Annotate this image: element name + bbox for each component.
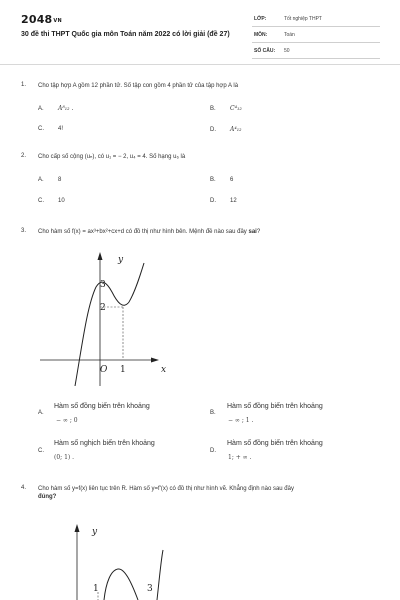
question-4-text-line-2: đúng?: [38, 494, 57, 500]
graph-y-arrow: [98, 252, 103, 260]
question-2-text: Cho cấp số cộng (uₙ), có u₁ = − 2, u₄ = 4. Số hạng u₆ là: [38, 154, 186, 160]
question-1-option-c[interactable]: [38, 126, 63, 132]
option-value: 12: [230, 198, 237, 204]
graph-y-tick-3: 3: [100, 280, 106, 290]
graph-y-tick-2: 2: [100, 303, 106, 313]
option-letter: D.: [210, 198, 216, 204]
option-letter: C.: [38, 126, 44, 132]
question-1-number: 1.: [21, 82, 27, 88]
graph-origin-label: O: [100, 365, 108, 375]
graph-x-label: x: [161, 365, 167, 375]
question-3-text: [38, 228, 260, 236]
question-1-option-d[interactable]: [210, 126, 242, 133]
option-letter: C.: [38, 198, 44, 204]
question-3-option-c-interval: (0; 1) .: [54, 454, 75, 461]
graph-derivative-curve-right: [157, 550, 163, 600]
question-3-option-a-interval: − ∞ ; 0: [56, 417, 78, 424]
question-3-option-b-text[interactable]: Hàm số đồng biến trên khoảng: [227, 403, 323, 410]
site-logo[interactable]: [21, 13, 62, 26]
question-3-option-d-text[interactable]: Hàm số đồng biến trên khoảng: [227, 440, 323, 447]
option-value: 6: [230, 177, 234, 183]
option-value: 8: [58, 177, 62, 183]
question-3-text-end: ?: [256, 229, 261, 235]
question-2-option-b[interactable]: [210, 177, 233, 183]
question-4-number: 4.: [21, 485, 27, 491]
question-3-option-c-text[interactable]: Hàm số nghịch biến trên khoảng: [54, 440, 155, 447]
option-value: A⁸₁₂ .: [58, 105, 74, 112]
question-3-option-d-interval: 1; + ∞ .: [228, 454, 252, 461]
header-divider: [0, 64, 400, 65]
meta-subject-value: Toán: [284, 32, 295, 38]
question-3-option-b-letter[interactable]: B.: [210, 410, 216, 416]
question-3-option-b-interval: − ∞ ; 1 .: [228, 417, 254, 424]
question-2-number: 2.: [21, 153, 27, 159]
graph-tick-1: 1: [93, 584, 99, 594]
meta-count-key: SỐ CÂU:: [254, 48, 276, 54]
graph-x-arrow: [151, 358, 159, 363]
question-3-option-c-letter[interactable]: C.: [38, 448, 44, 454]
option-letter: A.: [38, 106, 44, 112]
document-meta: [252, 11, 380, 59]
question-2-option-d[interactable]: [210, 198, 237, 204]
option-letter: B.: [210, 106, 216, 112]
meta-class-row: [252, 11, 380, 27]
graph-y-label: y: [92, 527, 98, 537]
graph-tick-3: 3: [147, 584, 153, 594]
option-value: A⁴₁₂: [230, 126, 242, 133]
question-1-option-b[interactable]: [210, 105, 242, 112]
logo-suffix: VN: [53, 18, 62, 24]
option-value: C⁴₁₂: [230, 105, 242, 112]
question-3-text-emphasis: sai: [248, 229, 257, 235]
question-2-option-a[interactable]: [38, 177, 61, 183]
question-4-text-line-1: Cho hàm số y=f(x) liên tục trên R. Hàm số y=f'(x) có đồ thị như hình vẽ. Khẳng định nào sau đây: [38, 486, 294, 492]
meta-subject-row: [252, 27, 380, 43]
option-value: 4!: [58, 126, 64, 132]
graph-y-arrow: [75, 524, 80, 532]
graph-x-tick-1: 1: [120, 365, 126, 375]
question-3-option-a-letter[interactable]: A.: [38, 410, 44, 416]
question-3-number: 3.: [21, 228, 27, 234]
graph-y-label: y: [118, 255, 124, 265]
option-value: 10: [58, 198, 65, 204]
meta-count-row: [252, 43, 380, 59]
question-2-option-c[interactable]: [38, 198, 65, 204]
option-letter: D.: [210, 127, 216, 133]
graph-cubic-curve: [75, 263, 144, 386]
option-letter: B.: [210, 177, 216, 183]
question-4-text: [38, 485, 383, 501]
question-3-option-d-letter[interactable]: D.: [210, 448, 216, 454]
meta-class-key: LỚP:: [254, 16, 267, 22]
meta-subject-key: MÔN:: [254, 32, 268, 38]
question-4-graph: [40, 512, 190, 600]
meta-class-value: Tốt nghiệp THPT: [284, 16, 322, 22]
graph-derivative-curve-hump: [104, 569, 138, 600]
document-header: [0, 0, 400, 62]
logo-text: 2048: [21, 13, 53, 26]
question-1-text: Cho tập hợp A gồm 12 phần tử. Số tập con gồm 4 phần tử của tập hợp A là: [38, 83, 239, 89]
question-3-text-main: Cho hàm số f(x) = ax³+bx²+cx+d có đồ thị như hình bên. Mệnh đề nào sau đây: [38, 229, 249, 235]
question-3-option-a-text[interactable]: Hàm số đồng biến trên khoảng: [54, 403, 150, 410]
meta-count-value: 50: [284, 48, 290, 54]
question-1-option-a[interactable]: [38, 105, 73, 112]
option-letter: A.: [38, 177, 44, 183]
question-3-graph: [40, 246, 175, 386]
document-title: 30 đề thi THPT Quốc gia môn Toán năm 2022 có lời giải (đề 27): [21, 31, 230, 38]
